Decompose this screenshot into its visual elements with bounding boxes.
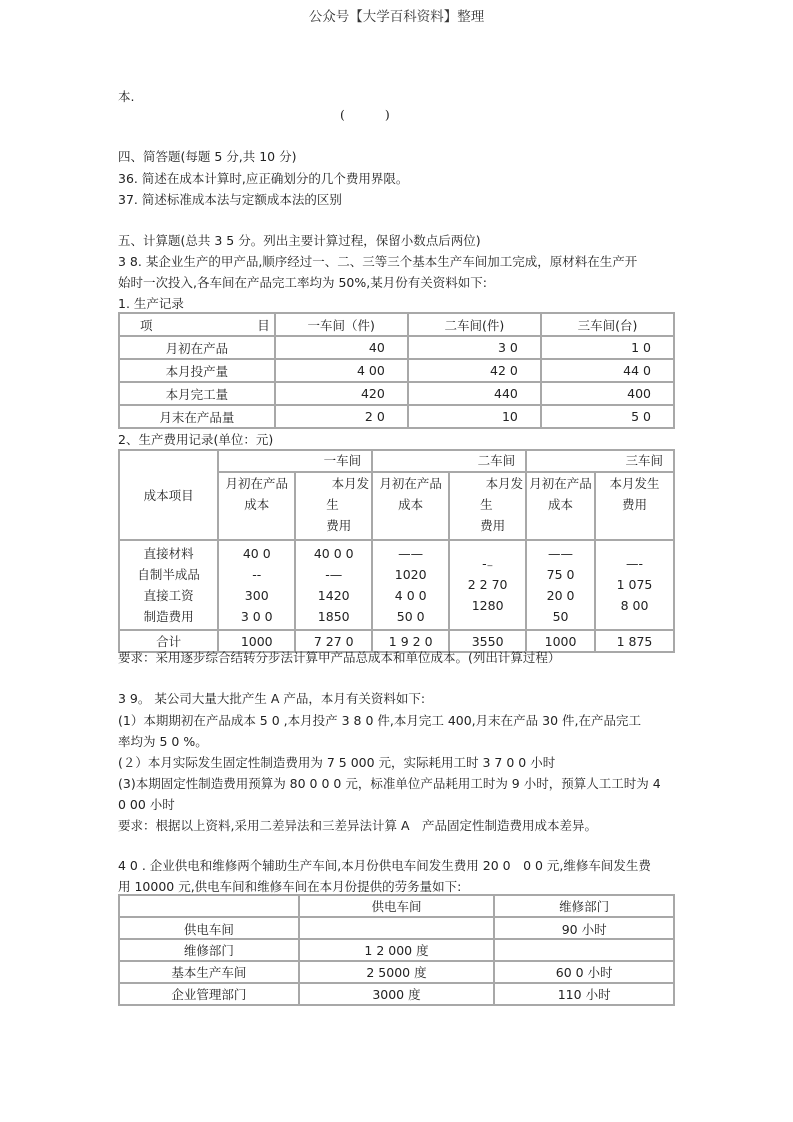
subheader-line: 本月发 bbox=[485, 476, 524, 491]
sub-header-ws1-opening bbox=[218, 472, 295, 540]
ws1-opening-values bbox=[218, 540, 295, 630]
page-header: 公众号【大学百科资料】整理 bbox=[308, 9, 485, 25]
text-fragment: 本. bbox=[118, 89, 135, 104]
table2-caption: 2、生产费用记录(单位：元) bbox=[118, 432, 274, 447]
cell: 5 0 bbox=[541, 405, 674, 428]
subheader-line: 生 bbox=[326, 497, 339, 512]
cell: 420 bbox=[275, 382, 408, 405]
subheader-line: 费用 bbox=[326, 518, 352, 533]
sub-header-ws2-current bbox=[449, 472, 526, 540]
cell: 44 0 bbox=[541, 359, 674, 382]
sub-header-ws3-current bbox=[595, 472, 674, 540]
subheader-line: 成本 bbox=[398, 497, 424, 512]
cell: 1420 bbox=[317, 588, 350, 603]
table-row bbox=[119, 939, 674, 961]
workshop-2-header: 二车间 bbox=[372, 450, 526, 472]
cell: 3 0 0 bbox=[240, 609, 273, 624]
cell: 50 bbox=[552, 609, 569, 624]
cost-items-row bbox=[119, 540, 674, 630]
section-5-title: 五、计算题(总共 3 5 分。列出主要计算过程，保留小数点后两位) bbox=[118, 233, 481, 248]
subheader-line: 月初在产品 bbox=[379, 476, 442, 491]
total-cell: 3550 bbox=[449, 630, 526, 652]
subheader-line: 成本 bbox=[548, 497, 574, 512]
cell: 1 2 000 度 bbox=[299, 939, 495, 961]
table-row bbox=[119, 382, 674, 405]
header-cell-maintenance: 维修部门 bbox=[494, 895, 674, 917]
cell: 40 0 0 bbox=[313, 546, 354, 561]
cell: —— bbox=[548, 546, 574, 561]
cell: 75 0 bbox=[546, 567, 575, 582]
header-cell-ws3: 三车间(台) bbox=[541, 313, 674, 336]
ws3-opening-values bbox=[526, 540, 595, 630]
row-label: 供电车间 bbox=[119, 917, 299, 939]
question-36: 36. 简述在成本计算时,应正确划分的几个费用界限。 bbox=[118, 171, 409, 186]
workshop-1-header: 一车间 bbox=[218, 450, 372, 472]
header-cell-ws2: 二车间(件) bbox=[408, 313, 541, 336]
cell: -₋ bbox=[482, 556, 494, 571]
cell: 1850 bbox=[317, 609, 350, 624]
production-cost-table bbox=[118, 449, 675, 653]
question-39-line6: 0 00 小时 bbox=[118, 797, 175, 812]
cell: 1020 bbox=[394, 567, 427, 582]
cell: 1 0 bbox=[541, 336, 674, 359]
ws3-current-values bbox=[595, 540, 674, 630]
row-label: 基本生产车间 bbox=[119, 961, 299, 983]
question-39-requirement: 要求：根据以上资料,采用二差异法和三差异法计算 A 产品固定性制造费用成本差异。 bbox=[118, 818, 597, 833]
cell: 8 00 bbox=[620, 598, 649, 613]
row-label: 企业管理部门 bbox=[119, 983, 299, 1005]
table-row bbox=[119, 983, 674, 1005]
table-row bbox=[119, 336, 674, 359]
table-row bbox=[119, 359, 674, 382]
cost-item-label: 自制半成品 bbox=[137, 567, 200, 582]
production-record-table bbox=[118, 312, 675, 429]
cell: -— bbox=[325, 567, 343, 582]
cell: 10 bbox=[408, 405, 541, 428]
sub-header-ws3-opening bbox=[526, 472, 595, 540]
row-label: 本月完工量 bbox=[119, 382, 275, 405]
subheader-line: 本月发 bbox=[331, 476, 370, 491]
table-header-row bbox=[119, 895, 674, 917]
row-label: 月末在产品量 bbox=[119, 405, 275, 428]
subheader-line: 成本 bbox=[244, 497, 270, 512]
cost-item-labels bbox=[119, 540, 218, 630]
subheader-line: 费用 bbox=[621, 497, 647, 512]
header-cell-ws1: 一车间（件) bbox=[275, 313, 408, 336]
cost-item-label: 直接材料 bbox=[143, 546, 194, 561]
total-cell: 1000 bbox=[526, 630, 595, 652]
ws1-current-values bbox=[295, 540, 372, 630]
sub-header-ws1-current bbox=[295, 472, 372, 540]
question-40-line2: 用 10000 元,供电车间和维修车间在本月份提供的劳务量如下: bbox=[118, 879, 462, 894]
cell: 110 小时 bbox=[494, 983, 674, 1005]
question-40-line1: 4 0 . 企业供电和维修两个辅助生产车间,本月份供电车间发生费用 20 0 0 0 元,维修车间发生费 bbox=[118, 858, 651, 873]
workshop-header-row bbox=[119, 450, 674, 472]
service-volume-table bbox=[118, 894, 675, 1006]
cell: 2 0 bbox=[275, 405, 408, 428]
table-header-row bbox=[119, 313, 674, 336]
cell: 1 075 bbox=[616, 577, 653, 592]
question-37: 37. 简述标准成本法与定额成本法的区别 bbox=[118, 192, 342, 207]
subheader-line: 月初在产品 bbox=[225, 476, 288, 491]
table-row bbox=[119, 961, 674, 983]
row-label: 月初在产品 bbox=[119, 336, 275, 359]
cell: 90 小时 bbox=[494, 917, 674, 939]
subheader-line: 费用 bbox=[480, 518, 506, 533]
subheader-line: 月初在产品 bbox=[529, 476, 592, 491]
header-item-right: 目 bbox=[257, 317, 270, 333]
total-label: 合计 bbox=[119, 630, 218, 652]
cell: 1280 bbox=[471, 598, 504, 613]
cell: —— bbox=[398, 546, 424, 561]
table1-caption: 1. 生产记录 bbox=[118, 296, 184, 311]
cell: 400 bbox=[541, 382, 674, 405]
cell bbox=[299, 917, 495, 939]
cell: 40 0 bbox=[242, 546, 271, 561]
question-38-requirement: 要求：采用逐步综合结转分步法计算甲产品总成本和单位成本。(列出计算过程） bbox=[118, 650, 561, 665]
cell: 50 0 bbox=[396, 609, 425, 624]
sub-header-ws2-opening bbox=[372, 472, 449, 540]
row-label: 维修部门 bbox=[119, 939, 299, 961]
cell bbox=[494, 939, 674, 961]
question-39-line3: 率均为 5 0 %。 bbox=[118, 734, 208, 749]
ws2-current-values bbox=[449, 540, 526, 630]
table-row bbox=[119, 405, 674, 428]
cell: 60 0 小时 bbox=[494, 961, 674, 983]
cost-item-label: 直接工资 bbox=[143, 588, 194, 603]
cell: 4 00 bbox=[275, 359, 408, 382]
cell: 20 0 bbox=[546, 588, 575, 603]
ws2-opening-values bbox=[372, 540, 449, 630]
cost-item-label: 制造费用 bbox=[143, 609, 194, 624]
question-39-line5: (3)本期固定性制造费用预算为 80 0 0 0 元，标准单位产品耗用工时为 9 小时，预算人工工时为 4 bbox=[118, 776, 661, 791]
header-cell-item bbox=[119, 313, 275, 336]
workshop-3-header: 三车间 bbox=[526, 450, 674, 472]
cell: 40 bbox=[275, 336, 408, 359]
cell: 3 0 bbox=[408, 336, 541, 359]
question-39-line4: (２）本月实际发生固定性制造费用为 7 5 000 元，实际耗用工时 3 7 0 0 小时 bbox=[118, 755, 556, 770]
cell: -- bbox=[252, 567, 262, 582]
total-cell: 1 875 bbox=[595, 630, 674, 652]
answer-blank bbox=[340, 107, 390, 122]
cell: 2 2 70 bbox=[467, 577, 508, 592]
total-cell: 1 9 2 0 bbox=[372, 630, 449, 652]
section-4-title: 四、简答题(每题 5 分,共 10 分) bbox=[118, 149, 297, 164]
header-cell-power: 供电车间 bbox=[299, 895, 495, 917]
question-39-line1: 3 9。 某公司大量大批产生 A 产品，本月有关资料如下: bbox=[118, 691, 426, 706]
header-cell-empty bbox=[119, 895, 299, 917]
cell: 440 bbox=[408, 382, 541, 405]
header-item-left: 项 bbox=[140, 317, 153, 333]
total-cell: 7 27 0 bbox=[295, 630, 372, 652]
cell: 4 0 0 bbox=[394, 588, 427, 603]
cell: 42 0 bbox=[408, 359, 541, 382]
row-label: 本月投产量 bbox=[119, 359, 275, 382]
paren-open: ( bbox=[340, 107, 345, 122]
question-39-line2: (1）本期期初在产品成本 5 0 ,本月投产 3 8 0 件,本月完工 400,月末在产品 30 件,在产品完工 bbox=[118, 713, 641, 728]
subheader-line: 本月发生 bbox=[609, 476, 660, 491]
question-38-line2: 始时一次投入,各车间在产品完工率均为 50%,某月份有关资料如下: bbox=[118, 275, 487, 290]
subheader-line: 生 bbox=[480, 497, 493, 512]
cell: 2 5000 度 bbox=[299, 961, 495, 983]
paren-close: ) bbox=[384, 107, 390, 122]
cell: 3000 度 bbox=[299, 983, 495, 1005]
question-38-line1: 3 8. 某企业生产的甲产品,顺序经过一、二、三等三个基本生产车间加工完成，原材料在生产开 bbox=[118, 254, 638, 269]
table-row bbox=[119, 917, 674, 939]
cell: —- bbox=[625, 556, 643, 571]
total-cell: 1000 bbox=[218, 630, 295, 652]
cost-item-header: 成本项目 bbox=[119, 450, 218, 540]
cell: 300 bbox=[244, 588, 269, 603]
